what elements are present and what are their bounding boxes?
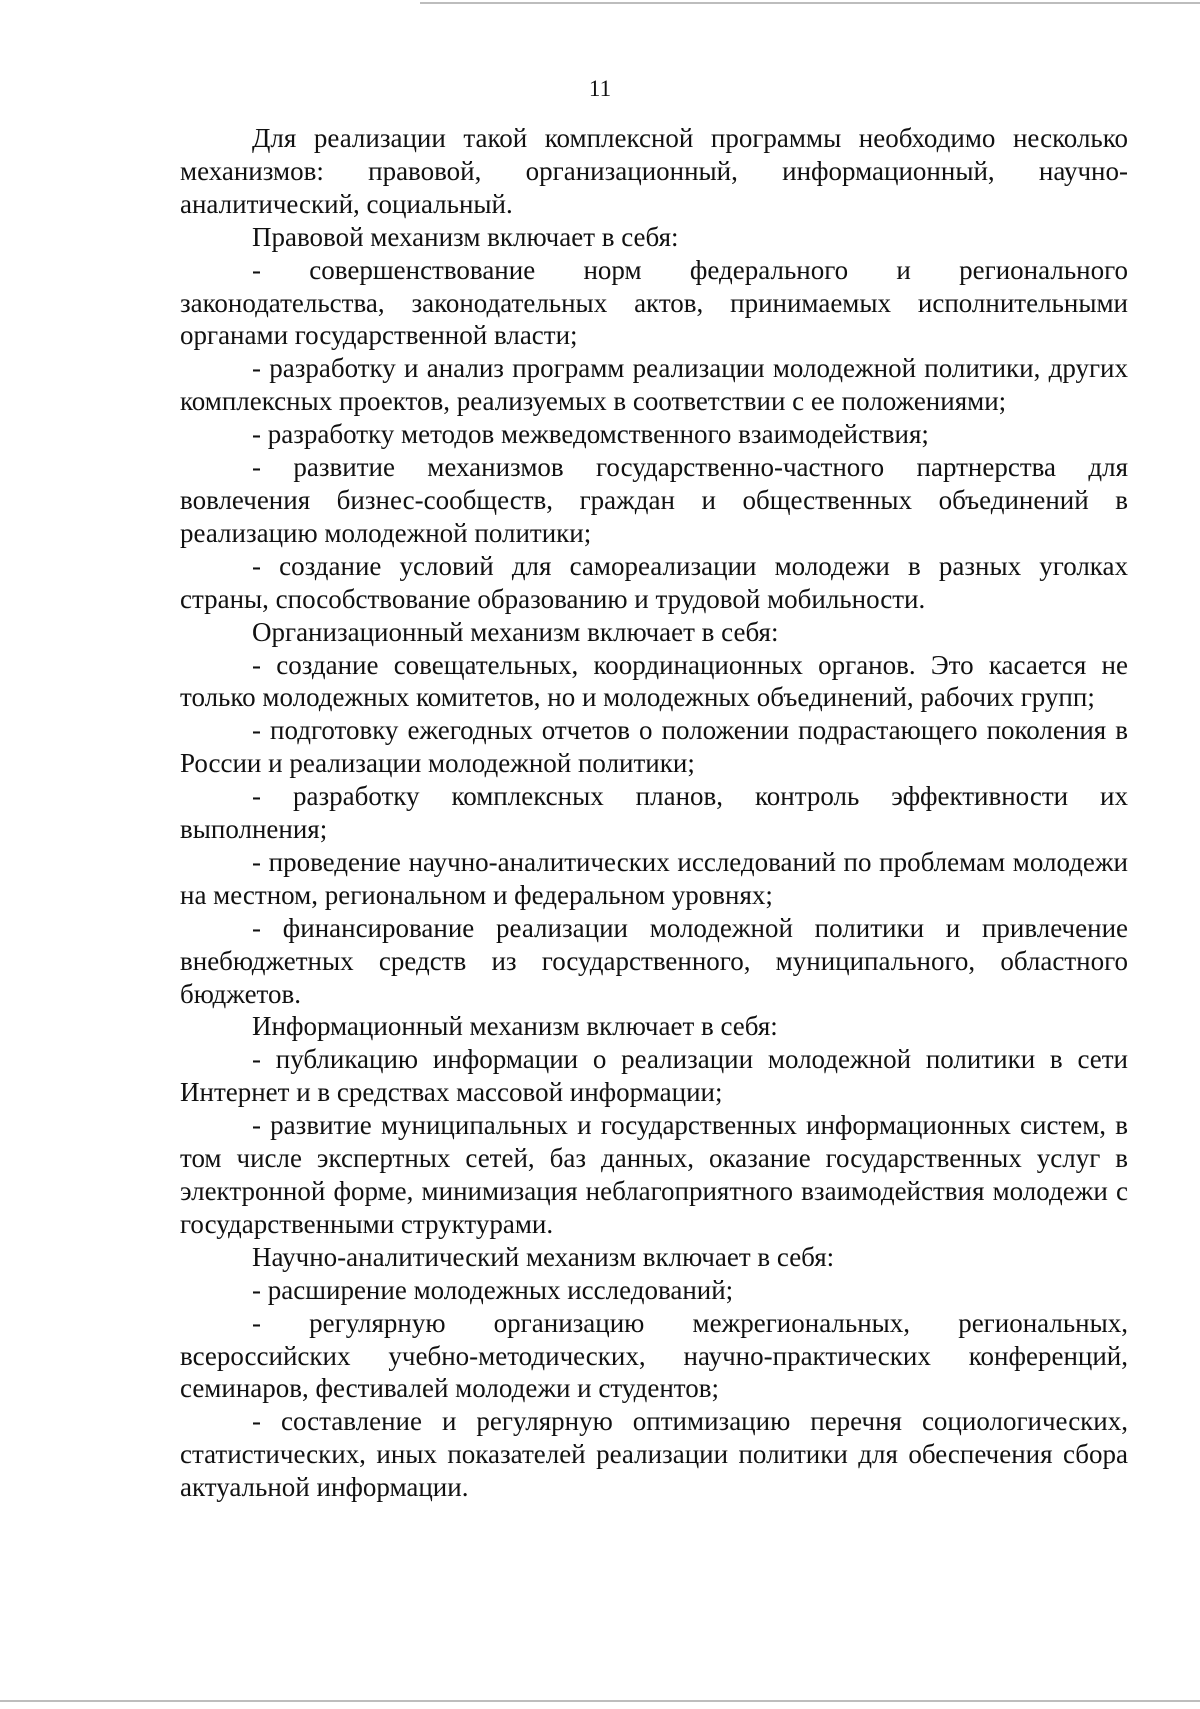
scan-edge-top [420,2,1200,4]
paragraph-legal-item: - развитие механизмов государственно-частного партнерства для вовлечения бизнес-сообществ, граждан и общественных объединений в реализацию молодежной политики; [180,452,1128,548]
paragraph-legal-item: - разработку и анализ программ реализации молодежной политики, других комплексных проектов, реализуемых в соответствии с ее положениями; [180,353,1128,417]
paragraph-organizational-item: - проведение научно-аналитических исследований по проблемам молодежи на местном, региональном и федеральном уровнях; [180,846,1128,910]
paragraph-legal-item: - создание условий для самореализации молодежи в разных уголках страны, способствование образованию и трудовой мобильности. [180,550,1128,614]
paragraph-information-item: - публикацию информации о реализации молодежной политики в сети Интернет и в средствах массовой информации; [180,1044,1128,1108]
paragraph-organizational-item: - создание совещательных, координационных органов. Это касается не только молодежных комитетов, но и молодежных объединений, рабочих групп; [180,649,1128,713]
scan-edge-bottom [0,1700,1200,1702]
paragraph-organizational-heading: Организационный механизм включает в себя: [252,616,779,647]
paragraph-legal-heading: Правовой механизм включает в себя: [252,221,679,252]
paragraph-intro: Для реализации такой комплексной программы необходимо несколько механизмов: правовой, организационный, информационный, научно-аналитический, социальный. [180,123,1128,219]
paragraph-analytical-item: - расширение молодежных исследований; [252,1274,734,1305]
paragraph-organizational-item: - финансирование реализации молодежной политики и привлечение внебюджетных средств из государственного, муниципального, областного бюджетов. [180,912,1128,1009]
paragraph-organizational-item: - подготовку ежегодных отчетов о положении подрастающего поколения в России и реализации молодежной политики; [180,715,1128,779]
paragraph-organizational-item: - разработку комплексных планов, контроль эффективности их выполнения; [180,781,1128,845]
paragraph-legal-item: - совершенствование норм федерального и регионального законодательства, законодательных актов, принимаемых исполнительными органами государственной власти; [180,254,1128,351]
page-number: 11 [588,76,612,101]
paragraph-analytical-item: - регулярную организацию межрегиональных, региональных, всероссийских учебно-методических, научно-практических конференций, семинаров, фестивалей молодежи и студентов; [180,1307,1128,1404]
paragraph-analytical-heading: Научно-аналитический механизм включает в себя: [252,1241,835,1272]
paragraph-analytical-item: - составление и регулярную оптимизацию перечня социологических, статистических, иных показателей реализации политики для обеспечения сбора актуальной информации. [180,1406,1128,1503]
document-body [180,122,1128,1504]
paragraph-information-item: - развитие муниципальных и государственных информационных систем, в том числе экспертных сетей, баз данных, оказание государственных услуг в электронной форме, минимизация неблагоприятного взаимодействия молодежи с государственными структурами. [180,1110,1128,1239]
paragraph-legal-item: - разработку методов межведомственного взаимодействия; [252,419,929,450]
paragraph-information-heading: Информационный механизм включает в себя: [252,1011,778,1042]
